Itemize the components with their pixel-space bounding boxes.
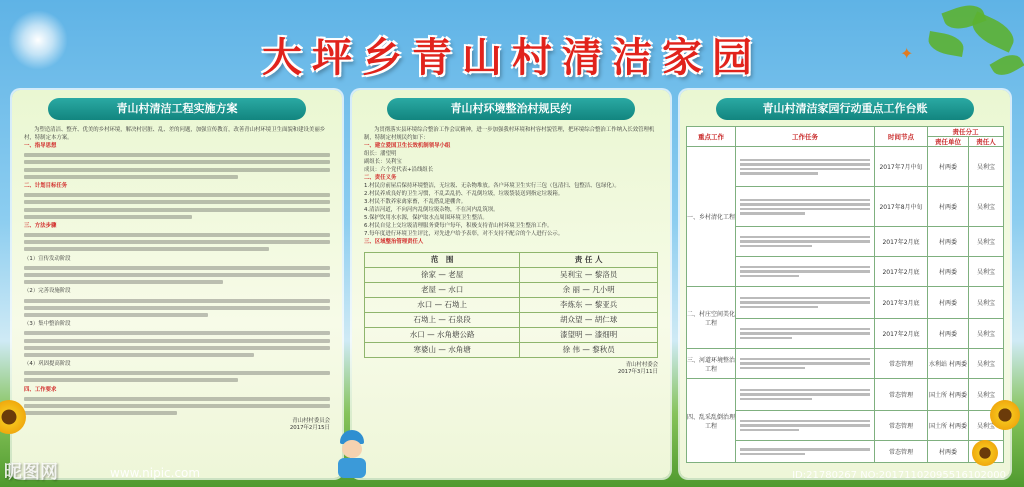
panel-work-ledger: [680, 90, 1010, 478]
rule-item: 5.保护饮用水水源，保护取水点周围环境卫生整洁。: [364, 215, 488, 221]
time-cell: 2017年2月底: [875, 257, 928, 287]
butterfly-icon: ✦: [900, 44, 914, 63]
task-cell: [736, 349, 875, 379]
cleaner-kid-illustration: [330, 430, 374, 480]
section-heading: 三、方法步骤: [24, 222, 57, 229]
person-cell: 吴利宝: [969, 187, 1004, 227]
text-block: [24, 371, 330, 382]
section-heading: 一、建立爱国卫生长效机制领导小组: [364, 143, 451, 149]
table-row: [365, 268, 658, 283]
rule-item: 3.村民不散养家禽家畜，不乱搭乱建棚舍。: [364, 199, 467, 205]
rule-item: 4.清洁河道，不向河内乱倒垃圾杂物，不在河内乱筑坝。: [364, 207, 499, 213]
person-cell: 吴利宝: [969, 257, 1004, 287]
ledger-table: [686, 126, 1004, 463]
unit-cell: 村两委: [928, 257, 969, 287]
person-cell: 吴利宝: [969, 227, 1004, 257]
table-cell: 老屋 — 水口: [365, 283, 520, 298]
person-cell: 吴利宝: [969, 349, 1004, 379]
unit-cell: 村两委: [928, 147, 969, 187]
task-cell: [736, 287, 875, 319]
column-header: 时间节点: [875, 127, 928, 147]
rule-item: 2.村民养成良好的卫生习惯，不乱丢乱扔、不乱倒垃圾，垃圾袋装送到指定垃圾箱。: [364, 191, 564, 197]
unit-cell: 村两委: [928, 187, 969, 227]
table-row: [365, 313, 658, 328]
leader-line: 组长：潘望明: [364, 151, 397, 157]
time-cell: 2017年3月底: [875, 287, 928, 319]
section-heading: 一、指导思想: [24, 143, 57, 149]
text-block: [24, 397, 330, 415]
column-header: 重点工作: [687, 127, 736, 147]
text-block: [24, 299, 330, 317]
unit-cell: 村两委: [928, 227, 969, 257]
sub-heading: （2）完善设施阶段: [24, 288, 71, 295]
rule-item: 7.每年度进行环境卫生评比，对先进户给予表彰，对不支持不配合的个人进行公示。: [364, 231, 564, 237]
text-block: [24, 233, 330, 251]
watermark-url: www.nipic.com: [110, 466, 201, 480]
table-header-row: [687, 127, 1004, 137]
table-cell: 石坳上 — 石泉段: [365, 313, 520, 328]
column-header: 责任人: [969, 137, 1004, 147]
table-cell: 徐家 — 老屋: [365, 268, 520, 283]
table-row: [365, 298, 658, 313]
deputy-line: 副组长：吴利宝: [364, 159, 402, 165]
section-heading: 二、计划目标任务: [24, 182, 68, 189]
group-name: 四、乱采乱倒治理工程: [687, 379, 736, 463]
text-block: [24, 266, 330, 284]
task-cell: [736, 379, 875, 411]
task-cell: [736, 441, 875, 463]
text-block: [24, 331, 330, 357]
table-cell: 徐 伟 — 黎秋员: [520, 343, 658, 358]
text-block: [24, 193, 330, 219]
unit-cell: 村两委: [928, 319, 969, 349]
column-header: 责任单位: [928, 137, 969, 147]
task-cell: [736, 187, 875, 227]
time-cell: 2017年8月中旬: [875, 187, 928, 227]
table-cell: 余 丽 — 凡小明: [520, 283, 658, 298]
time-cell: 常态管理: [875, 441, 928, 463]
section-heading: 三、区域整治管理责任人: [364, 239, 424, 245]
table-cell: 寒婆山 — 水角塘: [365, 343, 520, 358]
table-row: [365, 283, 658, 298]
text-block: [24, 153, 330, 179]
task-cell: [736, 257, 875, 287]
rule-item: 1.村民房前屋后保持环境整洁，无垃圾、无杂物堆放。各户环境卫生实行三包（包清扫、包整洁、包绿化）。: [364, 183, 620, 189]
panel-title: 青山村清洁工程实施方案: [48, 98, 305, 120]
signature: 青山村村委会: [625, 362, 658, 368]
table-row: [687, 287, 1004, 319]
table-cell: 胡众望 — 胡仁球: [520, 313, 658, 328]
section-heading: 二、责任义务: [364, 175, 397, 181]
unit-cell: 国土所 村两委: [928, 411, 969, 441]
unit-cell: 国土所 村两委: [928, 379, 969, 411]
person-cell: 吴利宝: [969, 411, 1004, 441]
task-cell: [736, 147, 875, 187]
time-cell: 2017年2月底: [875, 319, 928, 349]
table-cell: 漆望明 — 漆细明: [520, 328, 658, 343]
poster-title: 大坪乡青山村清洁家园: [262, 35, 762, 81]
person-cell: 吴利宝: [969, 147, 1004, 187]
unit-cell: 水利站 村两委: [928, 349, 969, 379]
section-heading: 四、工作要求: [24, 386, 57, 393]
unit-cell: 村两委: [928, 441, 969, 463]
time-cell: 2017年2月底: [875, 227, 928, 257]
table-cell: 水口 — 石坳上: [365, 298, 520, 313]
panel-title: 青山村环境整治村规民约: [387, 98, 635, 120]
group-name: 三、河道环境整治工程: [687, 349, 736, 379]
person-cell: 吴利宝: [969, 379, 1004, 411]
unit-cell: 村两委: [928, 287, 969, 319]
column-header: 责 任 人: [520, 253, 658, 268]
column-header: 责任分工: [928, 127, 1004, 137]
column-header: 范 围: [365, 253, 520, 268]
table-header-row: [365, 253, 658, 268]
table-row: [687, 349, 1004, 379]
signature: 青山村村委员会: [292, 418, 330, 425]
table-row: [365, 328, 658, 343]
column-header: 工作任务: [736, 127, 875, 147]
table-row: [687, 147, 1004, 187]
sunflower-decoration: [990, 400, 1020, 430]
group-name: 二、村庄空间美化工程: [687, 287, 736, 349]
watermark-id: ID:21780267 NO:20171102095516102000: [792, 470, 1006, 481]
rule-item: 6.村民自觉上交垃圾清理服务费每户每年，积极支持青山村环境卫生整治工作。: [364, 223, 553, 229]
sub-heading: （4）巩固提高阶段: [24, 361, 71, 368]
date: 2017年3月11日: [617, 369, 658, 375]
task-cell: [736, 227, 875, 257]
table-cell: 李炼东 — 黎亚兵: [520, 298, 658, 313]
sub-heading: （1）宣传发动阶段: [24, 255, 71, 262]
members-line: 成员：六个党代表+沿线组长: [364, 167, 434, 173]
time-cell: 2017年7月中旬: [875, 147, 928, 187]
responsibility-table: [364, 252, 658, 358]
intro-paragraph: 为贯彻落实县环境综合整治工作会议精神，进一步加强我村环境和村容村貌管理，把环境综合整治工作纳入长效管理机制，特制定村规民约如下：: [364, 127, 655, 141]
table-row: [687, 379, 1004, 411]
panel-title: 青山村清洁家园行动重点工作台账: [716, 98, 973, 120]
date: 2017年2月15日: [289, 425, 330, 432]
sunflower-decoration: [972, 440, 998, 466]
panel-clean-plan: [12, 90, 342, 478]
group-name: 一、乡村清化工程: [687, 147, 736, 287]
table-row: [365, 343, 658, 358]
watermark-brand: 昵图网: [4, 462, 58, 483]
person-cell: 吴利宝: [969, 319, 1004, 349]
time-cell: 常态管理: [875, 379, 928, 411]
person-cell: 吴利宝: [969, 287, 1004, 319]
sub-heading: （3）集中整治阶段: [24, 321, 71, 328]
task-cell: [736, 319, 875, 349]
intro-paragraph: 为塑造清洁、整齐、优美的乡村环境，解决村居脏、乱、差的问题，加强宣传教育，改善青山村环境卫生面貌和建设美丽乡村，特制定本方案。: [24, 127, 326, 141]
time-cell: 常态管理: [875, 411, 928, 441]
time-cell: 常态管理: [875, 349, 928, 379]
table-cell: 吴利宝 — 黎洛员: [520, 268, 658, 283]
task-cell: [736, 411, 875, 441]
panel-village-rules: [352, 90, 670, 478]
table-cell: 水口 — 水角塘公路: [365, 328, 520, 343]
